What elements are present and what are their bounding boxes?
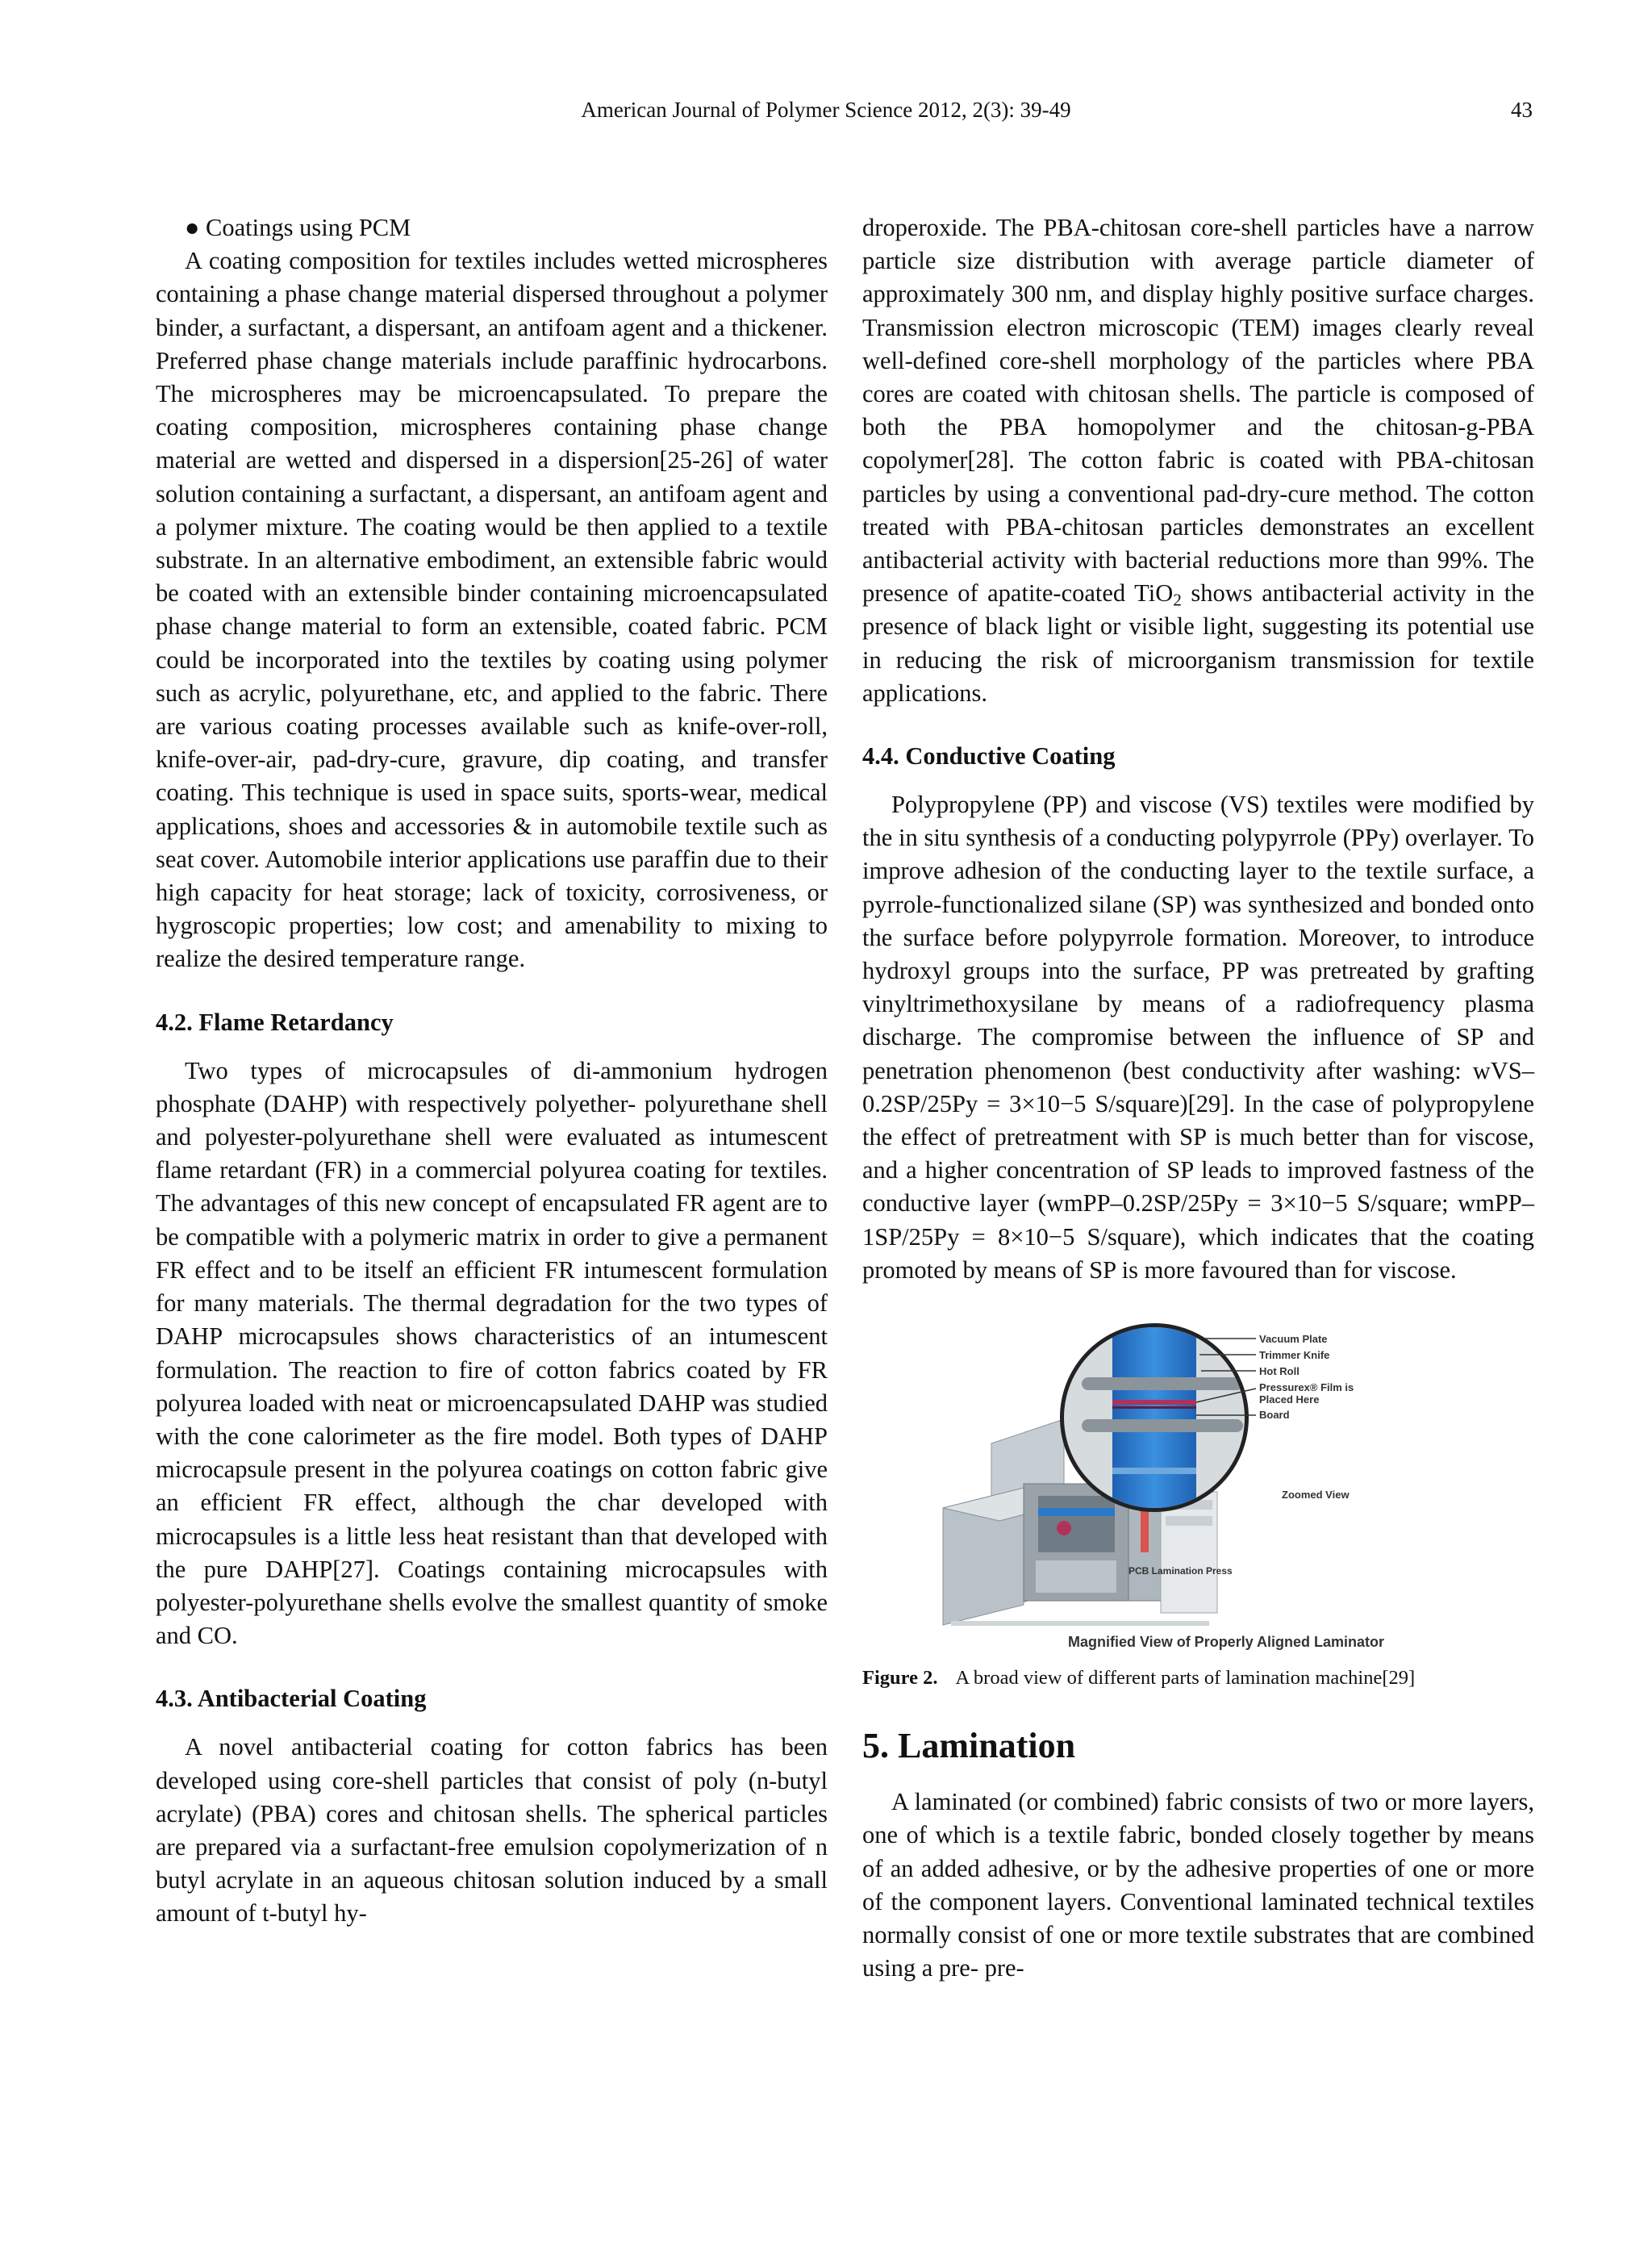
zoomed-view-circle <box>1062 1322 1258 1516</box>
journal-citation: American Journal of Polymer Science 2012, 2(3): 39-49 <box>581 98 1071 122</box>
figure-2-label: Figure 2. <box>862 1667 938 1690</box>
figure-inner-title: Magnified View of Properly Aligned Laminator <box>1068 1634 1385 1651</box>
page-number: 43 <box>1511 98 1533 122</box>
label-vacuum-plate: Vacuum Plate <box>1259 1333 1328 1346</box>
label-film-line-1: Pressurex® Film is <box>1259 1381 1354 1394</box>
lamination-machine-illustration <box>927 1322 1443 1653</box>
section-4-2-heading: 4.2. Flame Retardancy <box>156 1008 394 1036</box>
right-column <box>862 211 1534 1985</box>
pcm-subheading: ● Coatings using PCM <box>185 214 411 241</box>
figure-2-caption-text: A broad view of different parts of lamination machine[29] <box>955 1667 1416 1690</box>
label-board: Board <box>1259 1409 1290 1422</box>
label-trimmer-knife: Trimmer Knife <box>1259 1349 1330 1362</box>
figure-2 <box>862 1322 1534 1692</box>
label-hot-roll: Hot Roll <box>1259 1365 1299 1378</box>
conductive-coating-paragraph: Polypropylene (PP) and viscose (VS) textiles were modified by the in situ synthesis of a conducting polypyrrole (PPy) overlayer. To improve adhesion of the conducting layer to the textile surface, a pyrrole-functionalized silane (SP) was synthesized and bonded onto the surface before polypyrrole formation. Moreover, to introduce hydroxyl groups into the surface, PP was pretreated by grafting vinyltrimethoxysilane by means of a radiofrequency plasma discharge. The compromise between the influence of SP and penetration phenomenon (best conductivity after washing: wVS–0.2SP/25Py = 3×10−5 S/square)[29]. In the case of polypropylene the effect of pretreatment with SP is much better than for viscose, and a higher concentration of SP leads to improved fastness of the conductive layer (wmPP–0.2SP/25Py = 3×10−5 S/square; wmPP–1SP/25Py = 8×10−5 S/square), which indicates that the coating promoted by means of SP is more favoured than for viscose. <box>862 791 1534 1284</box>
tio2-subscript: 2 <box>1173 590 1182 610</box>
antibacterial-paragraph: A novel antibacterial coating for cotton fabrics has been developed using core-shell particles that consist of poly (n-butyl acrylate) (PBA) cores and chitosan shells. The spherical particles are prepared via a surfactant-free emulsion copolymerization of n butyl acrylate in an aqueous chitosan solution induced by a small amount of t-butyl hy- <box>156 1733 828 1928</box>
figure-2-caption <box>862 1664 1534 1692</box>
section-4-4-heading: 4.4. Conductive Coating <box>862 742 1116 771</box>
section-4-3-heading: 4.3. Antibacterial Coating <box>156 1685 427 1713</box>
antibacterial-text-part-2: shows antibacterial activity in the presence of black light or visible light, suggesting its potential use in reducing the risk of microorganism transmission for textile applications. <box>862 579 1534 707</box>
flame-retardancy-paragraph: Two types of microcapsules of di-ammonium hydrogen phosphate (DAHP) with respectively polyether- polyurethane shell and polyester-polyurethane shell were evaluated as intumescent flame retardant (FR) in a commercial polyurea coating for textiles. The advantages of this new concept of encapsulated FR agent are to be compatible with a polymeric matrix in order to give a permanent FR effect and to be itself an efficient FR intumescent formulation for many materials. The thermal degradation for the two types of DAHP microcapsules shows characteristics of an intumescent formulation. The reaction to fire of cotton fabrics coated by FR polyurea loaded with neat or microencapsulated DAHP was studied with the cone calorimeter as the fire model. Both types of DAHP microcapsule present in the polyurea coatings on cotton fabric give an efficient FR effect, although the char developed with microcapsules is a little less heat resistant than that developed with the pure DAHP[27]. Coatings containing microcapsules with polyester-polyurethane shells evolve the smallest quantity of smoke and CO. <box>156 1056 828 1650</box>
label-pcb-press: PCB Lamination Press <box>1128 1565 1233 1577</box>
antibacterial-text-part-1: droperoxide. The PBA-chitosan core-shell particles have a narrow particle size distribution with average particle diameter of approximately 300 nm, and display highly positive surface charges. Transmission electron microscopic (TEM) images clearly reveal well-defined core-shell morphology of the particles where PBA cores are coated with chitosan shells. The particle is composed of both the PBA homopolymer and the chitosan-g-PBA copolymer[28]. The cotton fabric is coated with PBA-chitosan particles by using a conventional pad-dry-cure method. The cotton treated with PBA-chitosan particles demonstrates an excellent antibacterial activity with bacterial reductions more than 99%. The presence of apatite-coated TiO <box>862 214 1534 608</box>
label-film-line-2: Placed Here <box>1259 1393 1320 1406</box>
antibacterial-continued-paragraph <box>862 211 1534 710</box>
lamination-paragraph: A laminated (or combined) fabric consists of two or more layers, one of which is a textile fabric, bonded closely together by means of an added adhesive, or by the adhesive properties of one or more of the component layers. Conventional laminated technical textiles normally consist of one or more textile substrates that are combined using a pre- pre- <box>862 1788 1534 1982</box>
section-5-heading: 5. Lamination <box>862 1726 1076 1766</box>
label-zoomed-view: Zoomed View <box>1282 1489 1350 1502</box>
left-column <box>156 211 828 1931</box>
pcm-paragraph: A coating composition for textiles includes wetted microspheres containing a phase change material dispersed throughout a polymer binder, a surfactant, a dispersant, an antifoam agent and a thickener. Preferred phase change materials include paraffinic hydrocarbons. The microspheres may be microencapsulated. To prepare the coating composition, microspheres containing phase change material are wetted and dispersed in a dispersion[25-26] of water solution containing a surfactant, a dispersant, an antifoam agent and a polymer mixture. The coating would be then applied to a textile substrate. In an alternative embodiment, an extensible fabric would be coated with an extensible binder containing microencapsulated phase change material to form an extensible, coated fabric. PCM could be incorporated into the textiles by coating using polymer such as acrylic, polyurethane, etc, and applied to the fabric. There are various coating processes available such as knife-over-roll, knife-over-air, pad-dry-cure, gravure, dip coating, and transfer coating. This technique is used in space suits, sports-wear, medical applications, shoes and accessories & in automobile textile such as seat cover. Automobile interior applications use paraffin due to their high capacity for heat storage; lack of toxicity, corrosiveness, or hygroscopic properties; low cost; and amenability to mixing to realize the desired temperature range. <box>156 247 828 973</box>
